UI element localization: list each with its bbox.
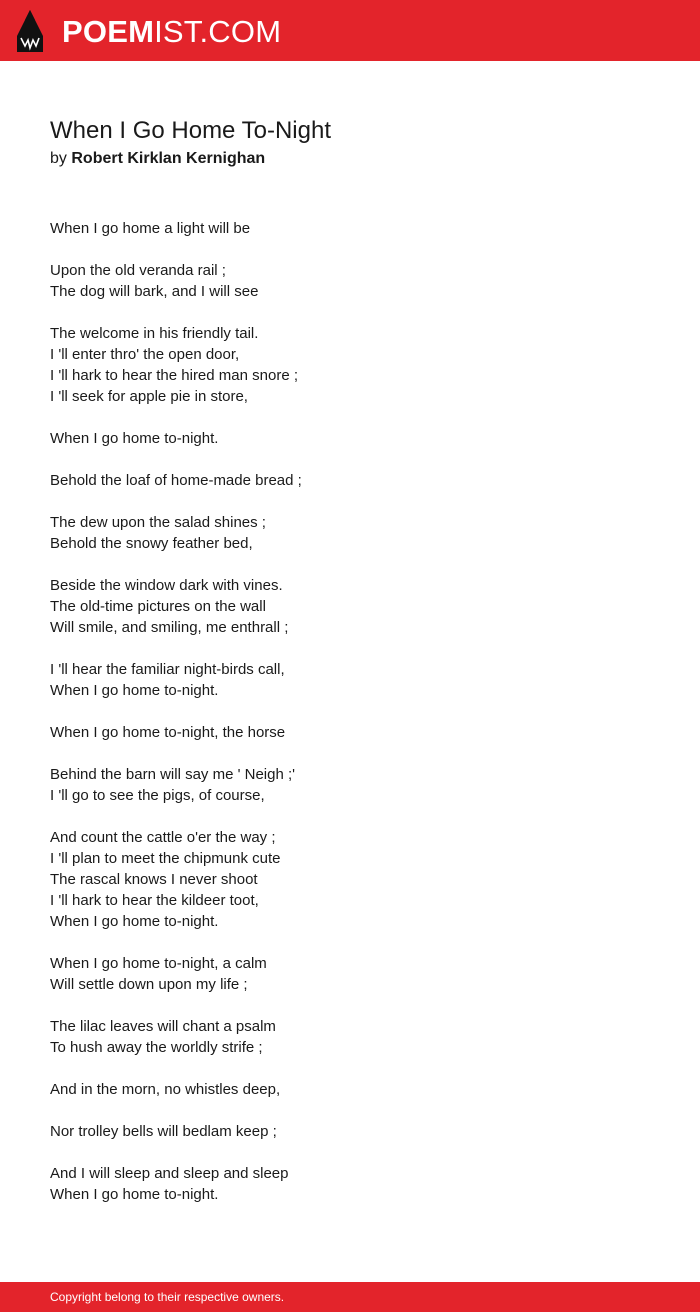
site-logo-link[interactable]: [16, 9, 281, 53]
poem-line: And count the cattle o'er the way ;: [50, 829, 276, 846]
poem-stanza: [50, 260, 650, 302]
poem-stanza: [50, 218, 650, 239]
poem-line: The old-time pictures on the wall: [50, 598, 266, 615]
poem-line: I 'll plan to meet the chipmunk cute: [50, 850, 281, 867]
poem-byline: [50, 148, 650, 170]
poem-line: When I go home to-night.: [50, 1186, 219, 1203]
poem-stanza: [50, 1163, 650, 1205]
site-footer: [0, 1282, 700, 1312]
poem-line: I 'll hear the familiar night-birds call,: [50, 661, 285, 678]
poem-line: When I go home to-night.: [50, 682, 219, 699]
site-logo-text: [62, 13, 282, 49]
site-header: [0, 0, 700, 61]
copyright-text: Copyright belong to their respective owners.: [50, 1290, 285, 1304]
poem-stanza: [50, 722, 650, 743]
poem-stanza: [50, 323, 650, 407]
by-label: by: [50, 150, 67, 167]
poem-line: Upon the old veranda rail ;: [50, 262, 226, 279]
poem-stanza: [50, 1121, 650, 1142]
poem-stanza: [50, 512, 650, 554]
poem-line: Behold the snowy feather bed,: [50, 535, 253, 552]
poem-line: Behold the loaf of home-made bread ;: [50, 472, 302, 489]
logo-light-text: IST.COM: [154, 13, 282, 49]
poem-stanza: [50, 470, 650, 491]
poem-stanza: [50, 575, 650, 638]
poem-content: [50, 114, 650, 1226]
poem-line: When I go home to-night, a calm: [50, 955, 267, 972]
pencil-tip-icon: [16, 10, 44, 52]
poem-author: Robert Kirklan Kernighan: [71, 150, 266, 167]
poem-line: And in the morn, no whistles deep,: [50, 1081, 281, 1098]
poem-stanza: [50, 1016, 650, 1058]
poem-line: When I go home to-night.: [50, 430, 219, 447]
poem-line: To hush away the worldly strife ;: [50, 1039, 263, 1056]
poem-line: I 'll hark to hear the hired man snore ;: [50, 367, 298, 384]
poem-line: The rascal knows I never shoot: [50, 871, 258, 888]
poem-line: I 'll enter thro' the open door,: [50, 346, 240, 363]
poem-stanza: [50, 827, 650, 932]
poem-line: The welcome in his friendly tail.: [50, 325, 259, 342]
poem-line: Behind the barn will say me ' Neigh ;': [50, 766, 296, 783]
poem-stanza: [50, 764, 650, 806]
poem-body: [50, 218, 650, 1205]
poem-line: The dog will bark, and I will see: [50, 283, 259, 300]
poem-stanza: [50, 1079, 650, 1100]
poem-line: When I go home to-night, the horse: [50, 724, 286, 741]
poem-line: Will settle down upon my life ;: [50, 976, 248, 993]
logo-bold-text: POEM: [62, 13, 155, 49]
poem-line: Will smile, and smiling, me enthrall ;: [50, 619, 289, 636]
poem-line: I 'll hark to hear the kildeer toot,: [50, 892, 259, 909]
poem-line: I 'll seek for apple pie in store,: [50, 388, 248, 405]
poem-line: Beside the window dark with vines.: [50, 577, 283, 594]
poem-line: When I go home a light will be: [50, 220, 251, 237]
poem-line: When I go home to-night.: [50, 913, 219, 930]
poem-line: Nor trolley bells will bedlam keep ;: [50, 1123, 277, 1140]
poem-title: When I Go Home To-Night: [50, 117, 332, 144]
poem-stanza: [50, 659, 650, 701]
poem-line: The dew upon the salad shines ;: [50, 514, 266, 531]
poem-line: And I will sleep and sleep and sleep: [50, 1165, 289, 1182]
poem-stanza: [50, 428, 650, 449]
poem-line: I 'll go to see the pigs, of course,: [50, 787, 265, 804]
poem-stanza: [50, 953, 650, 995]
poem-line: The lilac leaves will chant a psalm: [50, 1018, 276, 1035]
